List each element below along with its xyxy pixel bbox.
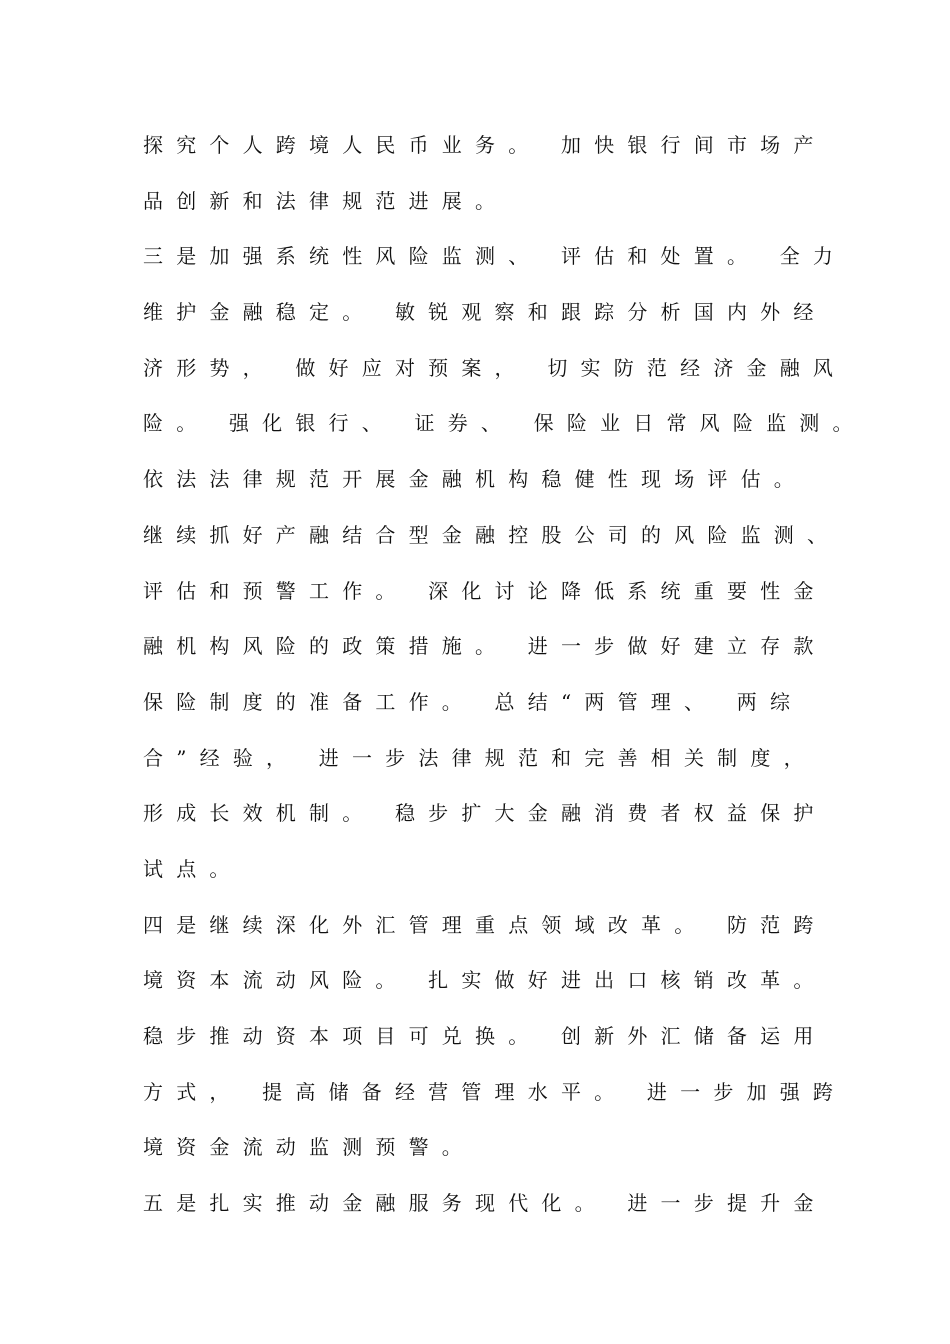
text-line: 评估和预警工作。 深化讨论降低系统重要性金: [143, 578, 827, 603]
text-line: 境资金流动监测预警。: [143, 1135, 475, 1160]
text-line: 三是加强系统性风险监测、 评估和处置。 全力: [143, 244, 847, 269]
text-line: 维护金融稳定。 敏锐观察和跟踪分析国内外经: [143, 300, 827, 325]
text-line: 品创新和法律规范进展。: [143, 188, 509, 213]
text-line: 方式， 提高储备经营管理水平。 进一步加强跨: [143, 1079, 847, 1104]
text-line: 依法法律规范开展金融机构稳健性现场评估。: [143, 467, 807, 492]
text-line: 融机构风险的政策措施。 进一步做好建立存款: [143, 634, 827, 659]
text-line: 继续抓好产融结合型金融控股公司的风险监测、: [143, 522, 841, 547]
text-line: 稳步推动资本项目可兑换。 创新外汇储备运用: [143, 1024, 827, 1048]
text-line: 济形势， 做好应对预案， 切实防范经济金融风: [143, 355, 847, 380]
text-line: 探究个人跨境人民币业务。 加快银行间市场产: [143, 133, 827, 157]
text-line: 试点。: [143, 856, 243, 881]
text-line: 五是扎实推动金融服务现代化。 进一步提升金: [143, 1191, 827, 1216]
body-text: [143, 127, 866, 1241]
text-line: 保险制度的准备工作。 总结“两管理、 两综: [143, 689, 804, 714]
text-line: 四是继续深化外汇管理重点领域改革。 防范跨: [143, 912, 827, 937]
text-line: 形成长效机制。 稳步扩大金融消费者权益保护: [143, 801, 827, 826]
text-line: 合”经验， 进一步法律规范和完善相关制度，: [143, 745, 817, 770]
text-line: 险。 强化银行、 证券、 保险业日常风险监测。: [143, 411, 866, 436]
text-line: 境资本流动风险。 扎实做好进出口核销改革。: [143, 968, 827, 993]
